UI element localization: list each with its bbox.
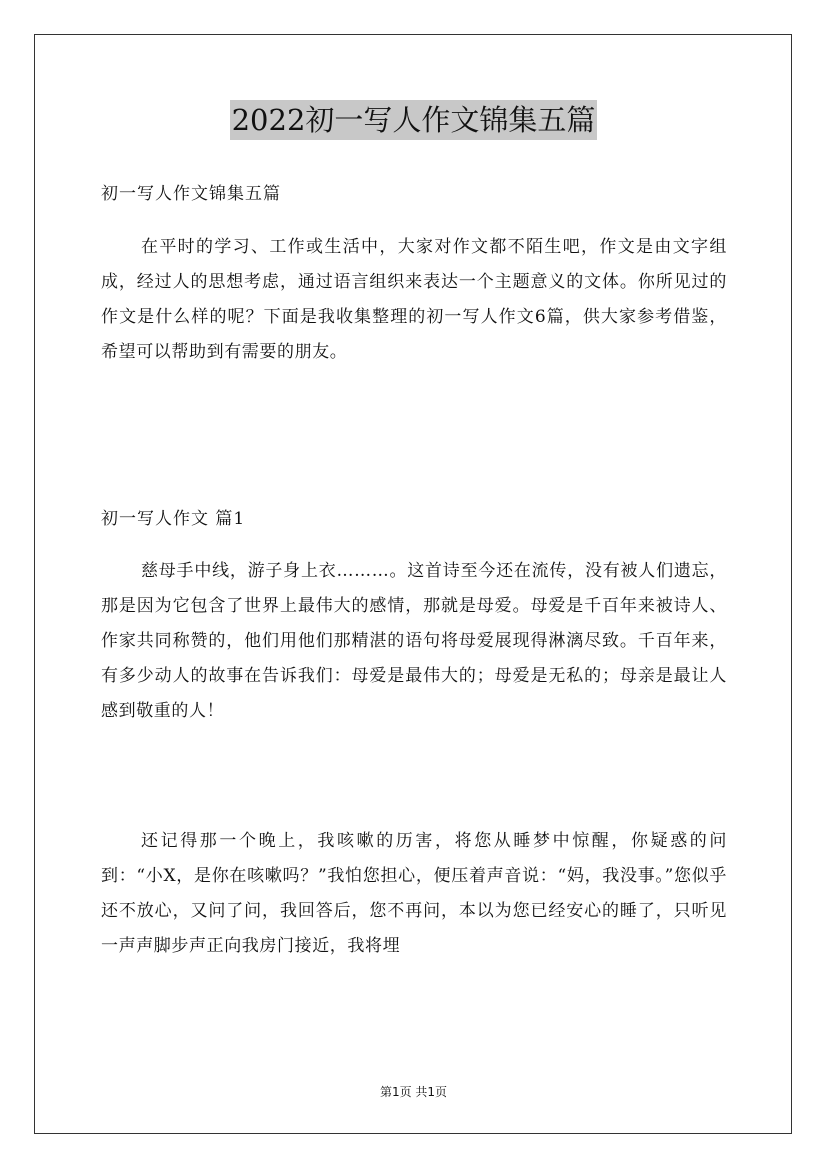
intro-paragraph: 在平时的学习、工作或生活中，大家对作文都不陌生吧，作文是由文字组成，经过人的思想考虑，通过语言组织来表达一个主题意义的文体。你所见过的作文是什么样的呢？下面是我收集整理的初一写人作文6篇，供大家参考借鉴，希望可以帮助到有需要的朋友。 <box>101 237 727 362</box>
title-container <box>0 100 827 140</box>
document-subtitle: 初一写人作文锦集五篇 <box>101 184 281 204</box>
page-footer: 第1页 共1页 <box>379 1085 448 1099</box>
document-title: 2022初一写人作文锦集五篇 <box>230 100 598 140</box>
section-1-paragraph-2: 还记得那一个晚上，我咳嗽的历害，将您从睡梦中惊醒，你疑惑的问到：“小X，是你在咳嗽吗？”我怕您担心，便压着声音说：“妈，我没事。”您似乎还不放心，又问了问，我回答后，您不再问，本以为您已经安心的睡了，只听见一声声脚步声正向我房门接近，我将埋 <box>101 831 727 956</box>
section-1-paragraph-1: 慈母手中线，游子身上衣………。这首诗至今还在流传，没有被人们遗忘，那是因为它包含了世界上最伟大的感情，那就是母爱。母爱是千百年来被诗人、作家共同称赞的，他们用他们那精湛的语句将母爱展现得淋漓尽致。千百年来，有多少动人的故事在告诉我们：母爱是最伟大的；母爱是无私的；母亲是最让人感到敬重的人！ <box>101 561 727 721</box>
section-1-heading: 初一写人作文 篇1 <box>101 509 246 529</box>
